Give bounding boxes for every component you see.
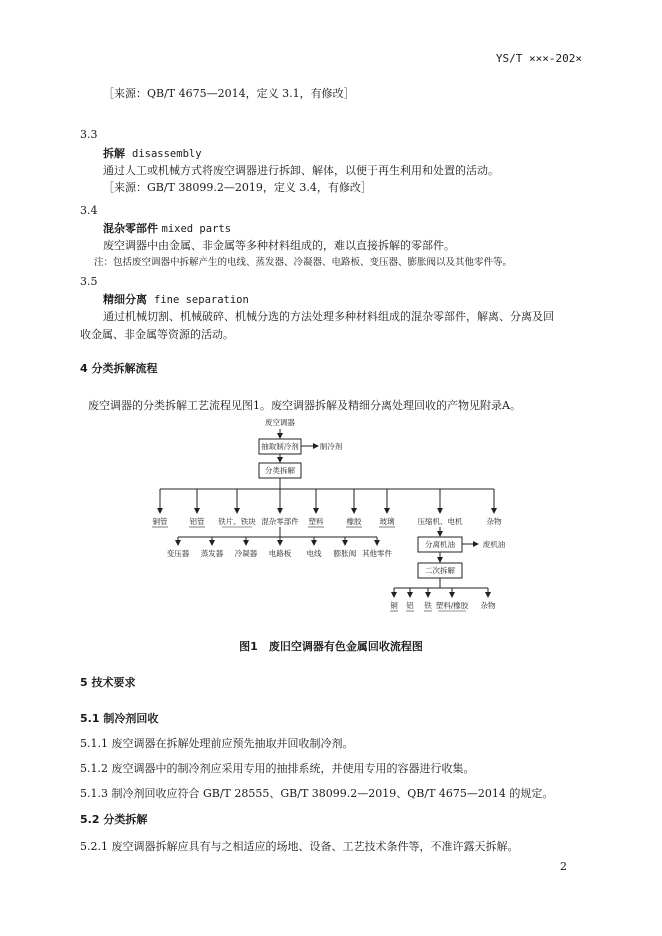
section-5-1-heading: 5.1 制冷剂回收 — [80, 712, 159, 725]
flow-branch: 塑料 — [308, 517, 324, 526]
para-5-1-2: 5.1.2 废空调器中的制冷剂应采用专用的抽排系统，并使用专用的容器进行收集。 — [80, 762, 475, 775]
flow-branch: 杂物 — [486, 517, 502, 526]
flow-mixed-part: 电线 — [306, 549, 322, 558]
flow-mixed-part: 电路板 — [268, 549, 292, 558]
flow-start: 废空调器 — [265, 418, 295, 427]
source-3-2: ［来源：QB/T 4675—2014，定义 3.1，有修改］ — [103, 87, 355, 100]
para-5-2-1: 5.2.1 废空调器拆解应具有与之相适应的场地、设备、工艺技术条件等，不准许露天拆解。 — [80, 840, 519, 853]
flow-branch: 玻璃 — [379, 517, 395, 526]
flow-branch: 混杂零部件 — [261, 517, 299, 526]
flow-final: 铜 — [390, 601, 398, 610]
flow-out1: 制冷剂 — [319, 442, 343, 451]
section-5-heading: 5 技术要求 — [80, 676, 136, 689]
flow-mixed-part: 膨胀阀 — [333, 549, 357, 558]
term-cn: 混杂零部件 — [103, 222, 158, 235]
definition-3-5-line2: 收金属、非金属等资源的活动。 — [80, 328, 234, 341]
flow-branch: 压缩机、电机 — [417, 517, 463, 526]
flow-final: 塑料/橡胶 — [435, 601, 469, 610]
flow-mixed-part: 冷凝器 — [234, 549, 258, 558]
para-5-1-3: 5.1.3 制冷剂回收应符合 GB/T 28555、GB/T 38099.2—2019、QB/T 4675—2014 的规定。 — [80, 787, 554, 800]
definition-3-4: 废空调器中由金属、非金属等多种材料组成的，难以直接拆解的零部件。 — [103, 239, 455, 252]
flow-out3: 废机油 — [482, 540, 506, 549]
term-number-3-4: 3.4 — [80, 204, 98, 217]
flow-mixed-part: 变压器 — [166, 549, 190, 558]
flow-branch: 铁片、铁块 — [218, 517, 256, 526]
flow-final: 杂物 — [480, 601, 496, 610]
note-3-4: 注：包括废空调器中拆解产生的电线、蒸发器、冷凝器、电路板、变压器、膨胀阀以及其他零件等。 — [94, 257, 513, 268]
flow-branch: 橡胶 — [346, 517, 362, 526]
term-en: mixed parts — [161, 223, 232, 235]
section-5-2-heading: 5.2 分类拆解 — [80, 813, 148, 826]
para-5-1-1: 5.1.1 废空调器在拆解处理前应预先抽取并回收制冷剂。 — [80, 737, 354, 750]
flow-branch: 铜管 — [152, 517, 168, 526]
flow-step3: 分离机油 — [425, 540, 455, 549]
flow-step2: 分类拆解 — [265, 466, 295, 475]
doc-code-header: YS/T ×××-202× — [495, 52, 582, 65]
section-4-heading: 4 分类拆解流程 — [80, 362, 158, 375]
term-cn: 拆解 — [103, 147, 125, 160]
flow-final: 铝 — [406, 601, 414, 610]
flow-final: 铁 — [424, 601, 432, 610]
flow-step1: 抽取制冷剂 — [261, 442, 299, 451]
flow-mixed-part: 蒸发器 — [200, 549, 224, 558]
section-4-intro: 废空调器的分类拆解工艺流程见图1。废空调器拆解及精细分离处理回收的产物见附录A。 — [88, 399, 521, 412]
page-number: 2 — [560, 860, 567, 873]
flow-step4: 二次拆解 — [425, 566, 455, 575]
term-en: disassembly — [132, 148, 202, 160]
term-number-3-3: 3.3 — [80, 128, 98, 141]
definition-3-5-line1: 通过机械切割、机械破碎、机械分选的方法处理多种材料组成的混杂零部件，解离、分离及回 — [103, 310, 554, 323]
flow-branch: 铝管 — [189, 517, 205, 526]
figure-caption: 图1 废旧空调器有色金属回收流程图 — [239, 640, 423, 653]
term-en: fine separation — [154, 294, 249, 306]
definition-3-3: 通过人工或机械方式将废空调器进行拆卸、解体，以便于再生利用和处置的活动。 — [103, 164, 499, 177]
term-cn: 精细分离 — [103, 293, 147, 306]
source-3-3: ［来源：GB/T 38099.2—2019，定义 3.4，有修改］ — [103, 181, 372, 194]
flow-mixed-part: 其他零件 — [362, 549, 392, 558]
term-number-3-5: 3.5 — [80, 275, 98, 288]
